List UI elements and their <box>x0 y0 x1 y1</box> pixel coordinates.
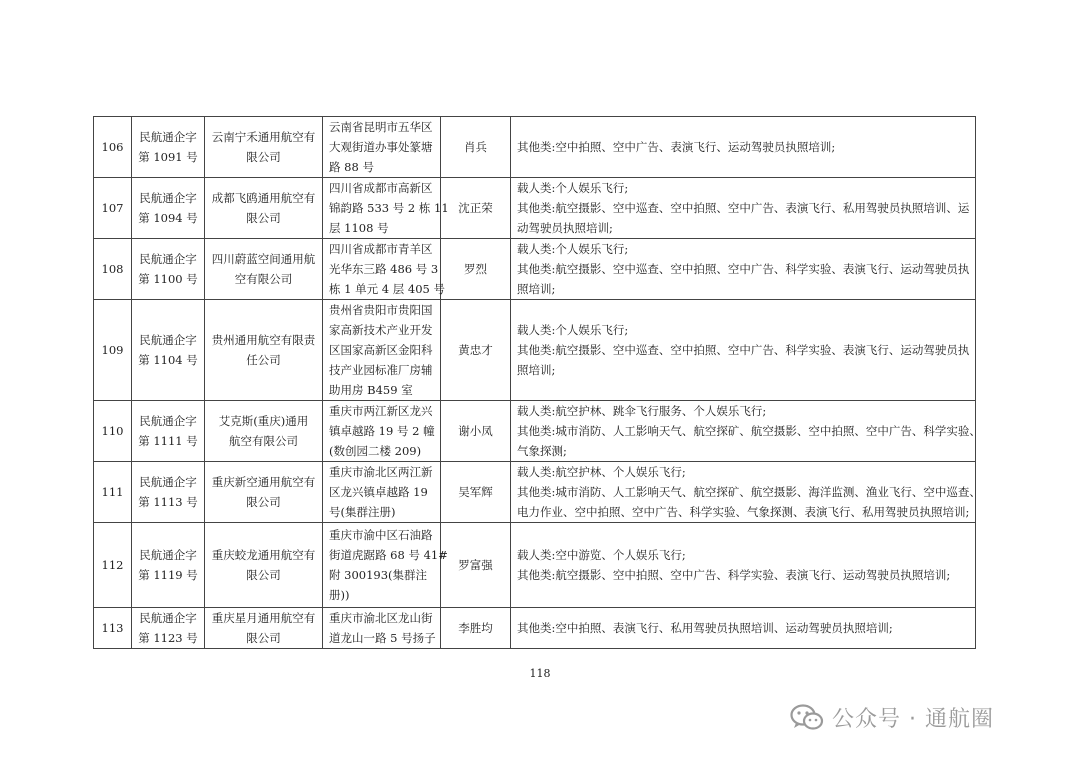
company-address-line: 大观街道办事处篆塘 <box>329 140 433 154</box>
company-name-cell <box>205 178 323 239</box>
business-scope-line: 照培训; <box>517 282 556 296</box>
company-name-cell <box>205 608 323 649</box>
table-row <box>94 608 976 649</box>
table-row <box>94 523 976 608</box>
business-scope-cell <box>511 300 976 401</box>
business-scope-line: 气象探测; <box>517 444 567 458</box>
company-address-line: 层 1108 号 <box>329 221 389 235</box>
company-name-line: 贵州通用航空有限责 <box>211 333 316 347</box>
company-address-line: 镇卓越路 19 号 2 幢 <box>329 424 435 438</box>
company-address-line: 重庆市渝中区石油路 <box>329 528 433 542</box>
business-scope-cell <box>511 239 976 300</box>
company-address-line: 云南省昆明市五华区 <box>329 120 433 134</box>
page-number: 118 <box>529 667 551 680</box>
business-scope-line: 其他类:航空摄影、空中巡查、空中拍照、空中广告、科学实验、表演飞行、运动驾驶员执 <box>517 343 970 357</box>
company-address-line: 道龙山一路 5 号扬子 <box>329 631 436 645</box>
company-name-cell <box>205 239 323 300</box>
contact-person-cell: 沈正荣 <box>441 178 511 239</box>
business-scope-cell <box>511 401 981 462</box>
company-address-line: 区国家高新区金阳科 <box>329 343 433 357</box>
company-address-line: 附 300193(集群注 <box>329 568 428 582</box>
business-scope-line: 其他类:空中拍照、空中广告、表演飞行、运动驾驶员执照培训; <box>517 140 836 154</box>
company-name-line: 任公司 <box>246 353 281 367</box>
company-address-line: 栋 1 单元 4 层 405 号 <box>329 282 446 296</box>
company-name-line: 限公司 <box>246 631 281 645</box>
contact-person-cell: 罗富强 <box>441 523 511 608</box>
company-name-line: 重庆新空通用航空有 <box>211 475 316 489</box>
company-address-line: 锦韵路 533 号 2 栋 11 <box>329 201 449 215</box>
contact-person-cell: 肖兵 <box>441 117 511 178</box>
table-row <box>94 178 976 239</box>
watermark <box>790 702 994 733</box>
wechat-icon <box>790 704 824 732</box>
company-address-cell <box>323 608 441 649</box>
company-name-line: 重庆蛟龙通用航空有 <box>211 548 316 562</box>
business-scope-cell <box>511 117 976 178</box>
business-scope-line: 电力作业、空中拍照、空中广告、科学实验、气象探测、表演飞行、私用驾驶员执照培训; <box>517 505 970 519</box>
permit-number-cell <box>132 178 205 239</box>
company-address-cell <box>323 462 441 523</box>
company-address-line: 重庆市渝北区龙山街 <box>329 611 433 625</box>
table-row <box>94 401 976 462</box>
company-address-cell <box>323 117 441 178</box>
general-aviation-permit-table <box>93 116 981 649</box>
company-address-cell <box>323 401 441 462</box>
business-scope-line: 其他类:空中拍照、表演飞行、私用驾驶员执照培训、运动驾驶员执照培训; <box>517 621 893 635</box>
business-scope-line: 载人类:个人娱乐飞行; <box>517 242 629 256</box>
permit-number-cell <box>132 239 205 300</box>
company-name-line: 云南宁禾通用航空有 <box>211 130 316 144</box>
business-scope-cell <box>511 523 976 608</box>
company-name-line: 限公司 <box>246 495 281 509</box>
company-name-line: 艾克斯(重庆)通用 <box>218 414 309 428</box>
company-address-line: 四川省成都市青羊区 <box>329 242 433 256</box>
company-address-line: 光华东三路 486 号 3 <box>329 262 439 276</box>
company-address-line: 贵州省贵阳市贵阳国 <box>329 303 433 317</box>
business-scope-line: 其他类:航空摄影、空中巡查、空中拍照、空中广告、科学实验、表演飞行、运动驾驶员执 <box>517 262 970 276</box>
permit-number-line: 民航通企字 <box>139 548 197 562</box>
permit-number-cell <box>132 117 205 178</box>
company-address-line: 路 88 号 <box>329 160 374 174</box>
permit-number-cell <box>132 523 205 608</box>
business-scope-cell <box>511 608 976 649</box>
row-number-cell: 109 <box>94 300 132 401</box>
company-address-line: 助用房 B459 室 <box>329 383 413 397</box>
business-scope-line: 载人类:空中游览、个人娱乐飞行; <box>517 548 686 562</box>
permit-number-line: 第 1111 号 <box>138 434 198 448</box>
row-number-cell: 113 <box>94 608 132 649</box>
table-body <box>94 117 981 649</box>
permit-number-line: 第 1091 号 <box>138 150 198 164</box>
business-scope-line: 照培训; <box>517 363 556 377</box>
company-address-line: 重庆市渝北区两江新 <box>329 465 433 479</box>
company-name-line: 空有限公司 <box>234 272 293 286</box>
company-name-line: 四川蔚蓝空间通用航 <box>211 252 316 266</box>
permit-number-line: 第 1119 号 <box>138 568 198 582</box>
company-address-line: 街道虎踞路 68 号 41# <box>329 548 448 562</box>
permit-number-line: 第 1094 号 <box>138 211 198 225</box>
business-scope-cell <box>511 178 976 239</box>
table-row <box>94 117 976 178</box>
permit-number-cell <box>132 462 205 523</box>
row-number-cell: 111 <box>94 462 132 523</box>
watermark-text: 公众号 · 通航圈 <box>832 707 994 732</box>
row-number-cell: 108 <box>94 239 132 300</box>
business-scope-line: 载人类:航空护林、个人娱乐飞行; <box>517 465 686 479</box>
contact-person-cell: 谢小凤 <box>441 401 511 462</box>
row-number-cell: 110 <box>94 401 132 462</box>
permit-number-line: 民航通企字 <box>139 191 197 205</box>
company-address-line: (数创园二楼 209) <box>329 444 422 458</box>
permit-number-line: 第 1104 号 <box>138 353 198 367</box>
permit-number-line: 第 1100 号 <box>138 272 198 286</box>
business-scope-line: 载人类:航空护林、跳伞飞行服务、个人娱乐飞行; <box>517 404 767 418</box>
company-address-cell <box>323 239 446 300</box>
company-address-line: 区龙兴镇卓越路 19 <box>329 485 428 499</box>
company-name-line: 限公司 <box>246 150 281 164</box>
business-scope-line: 其他类:城市消防、人工影响天气、航空探矿、航空摄影、空中拍照、空中广告、科学实验、 <box>517 424 981 438</box>
company-name-line: 限公司 <box>246 211 281 225</box>
permit-number-line: 民航通企字 <box>139 414 197 428</box>
contact-person-cell: 黄忠才 <box>441 300 511 401</box>
company-name-cell <box>205 300 323 401</box>
contact-person-cell: 李胜均 <box>441 608 511 649</box>
company-address-line: 重庆市两江新区龙兴 <box>329 404 433 418</box>
table-row <box>94 462 976 523</box>
company-name-cell <box>205 401 323 462</box>
company-address-cell <box>323 300 441 401</box>
permit-number-line: 民航通企字 <box>139 252 197 266</box>
permit-number-line: 第 1123 号 <box>138 631 198 645</box>
business-scope-line: 其他类:航空摄影、空中拍照、空中广告、科学实验、表演飞行、运动驾驶员执照培训; <box>517 568 951 582</box>
permit-number-cell <box>132 608 205 649</box>
company-address-line: 技产业园标准厂房辅 <box>329 363 433 377</box>
table-row <box>94 300 976 401</box>
business-scope-cell <box>511 462 981 523</box>
company-address-line: 号(集群注册) <box>329 505 396 519</box>
company-name-line: 限公司 <box>246 568 281 582</box>
contact-person-cell: 吴军辉 <box>441 462 511 523</box>
company-address-line: 四川省成都市高新区 <box>329 181 433 195</box>
business-scope-line: 载人类:个人娱乐飞行; <box>517 323 629 337</box>
company-address-cell <box>323 523 448 608</box>
company-address-cell <box>323 178 449 239</box>
company-name-cell <box>205 523 323 608</box>
permit-number-line: 民航通企字 <box>139 333 197 347</box>
business-scope-line: 其他类:航空摄影、空中巡查、空中拍照、空中广告、表演飞行、私用驾驶员执照培训、运 <box>517 201 970 215</box>
row-number-cell: 106 <box>94 117 132 178</box>
contact-person-cell: 罗烈 <box>441 239 511 300</box>
business-scope-line: 动驾驶员执照培训; <box>517 221 613 235</box>
permit-number-cell <box>132 401 205 462</box>
permit-number-line: 第 1113 号 <box>138 495 198 509</box>
company-address-line: 册)) <box>329 588 350 602</box>
permit-number-line: 民航通企字 <box>139 611 197 625</box>
table-row <box>94 239 976 300</box>
row-number-cell: 107 <box>94 178 132 239</box>
company-name-cell <box>205 117 323 178</box>
row-number-cell: 112 <box>94 523 132 608</box>
permit-number-cell <box>132 300 205 401</box>
company-name-cell <box>205 462 323 523</box>
permit-number-line: 民航通企字 <box>139 130 197 144</box>
permit-number-line: 民航通企字 <box>139 475 197 489</box>
business-scope-line: 其他类:城市消防、人工影响天气、航空探矿、航空摄影、海洋监测、渔业飞行、空中巡查、 <box>517 485 981 499</box>
company-name-line: 重庆星月通用航空有 <box>211 611 316 625</box>
company-name-line: 航空有限公司 <box>229 434 298 448</box>
company-address-line: 家高新技术产业开发 <box>329 323 433 337</box>
company-name-line: 成都飞鸥通用航空有 <box>211 191 316 205</box>
business-scope-line: 载人类:个人娱乐飞行; <box>517 181 629 195</box>
